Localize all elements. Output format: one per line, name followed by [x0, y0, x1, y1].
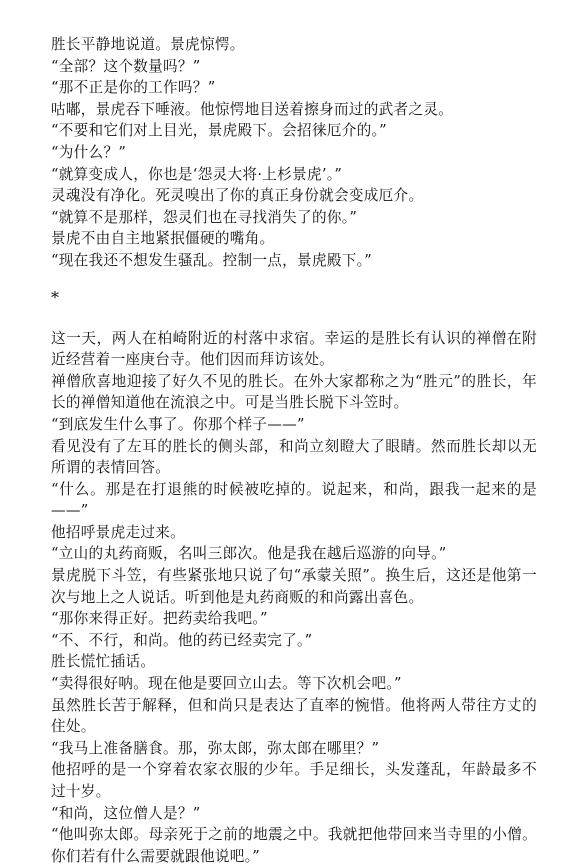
paragraph: “全部？这个数量吗？” [51, 57, 201, 75]
paragraph: 景虎脱下斗笠，有些紧张地只说了句“承蒙关照”。换生后，这还是他第一次与地上之人说话。听到他是丸药商贩的和尚露出喜色。 [51, 567, 537, 606]
paragraph: 胜长慌忙插话。 [51, 653, 156, 671]
paragraph: 咕嘟，景虎吞下唾液。他惊愕地目送着擦身而过的武者之灵。 [51, 100, 454, 118]
paragraph: “那不正是你的工作吗？” [51, 79, 216, 97]
paragraph: “什么。那是在打退熊的时候被吃掉的。说起来，和尚，跟我一起来的是——” [51, 480, 537, 520]
section-1 [51, 34, 537, 272]
paragraph: “为什么？” [51, 143, 127, 161]
paragraph: “立山的丸药商贩，名叫三郎次。他是我在越后巡游的向导。” [51, 545, 447, 563]
paragraph: “现在我还不想发生骚乱。控制一点，景虎殿下。” [51, 251, 372, 269]
paragraph: “那你来得正好。把药卖给我吧。” [51, 610, 268, 628]
section-2 [51, 328, 537, 867]
paragraph: “不要和它们对上目光，景虎殿下。会招徕厄介的。” [51, 122, 387, 140]
paragraph: 灵魂没有净化。死灵嗅出了你的真正身份就会变成厄介。 [51, 187, 424, 205]
paragraph: “我马上准备膳食。那，弥太郎，弥太郎在哪里？” [51, 739, 380, 757]
paragraph: “和尚，这位僧人是？” [51, 804, 201, 822]
paragraph: 胜长平静地说道。景虎惊愕。 [51, 36, 245, 53]
paragraph: “到底发生什么事了。你那个样子——” [51, 415, 305, 433]
paragraph: “卖得很好呐。现在他是要回立山去。等下次机会吧。” [51, 675, 402, 693]
paragraph: 看见没有了左耳的胜长的侧头部，和尚立刻瞪大了眼睛。然而胜长却以无所谓的表情回答。 [51, 437, 537, 477]
paragraph: 虽然胜长苦于解释，但和尚只是表达了直率的惋惜。他将两人带往方丈的住处。 [51, 696, 537, 736]
paragraph: “就算变成人，你也是‘怨灵大将·上杉景虎’。” [51, 165, 343, 183]
document-page [51, 34, 537, 867]
paragraph: “他叫弥太郎。母亲死于之前的地震之中。我就把他带回来当寺里的小僧。你们若有什么需要就跟他说吧。” [51, 826, 537, 865]
paragraph: 禅僧欣喜地迎接了好久不见的胜长。在外大家都称之为“胜元”的胜长，年长的禅僧知道他在流浪之中。可是当胜长脱下斗笠时。 [51, 372, 537, 412]
paragraph: “就算不是那样，怨灵们也在寻找消失了的你。” [51, 208, 358, 226]
paragraph: 他招呼的是一个穿着农家衣服的少年。手足细长，头发蓬乱，年龄最多不过十岁。 [51, 761, 537, 800]
paragraph: 他招呼景虎走过来。 [51, 523, 186, 541]
section-separator: * [51, 287, 59, 307]
paragraph: 这一天，两人在柏崎附近的村落中求宿。幸运的是胜长有认识的禅僧在附近经营着一座庚台寺。他们因而拜访该处。 [51, 329, 537, 369]
paragraph: 景虎不由自主地紧抿僵硬的嘴角。 [51, 230, 275, 248]
paragraph: “不、不行，和尚。他的药已经卖完了。” [51, 631, 313, 649]
